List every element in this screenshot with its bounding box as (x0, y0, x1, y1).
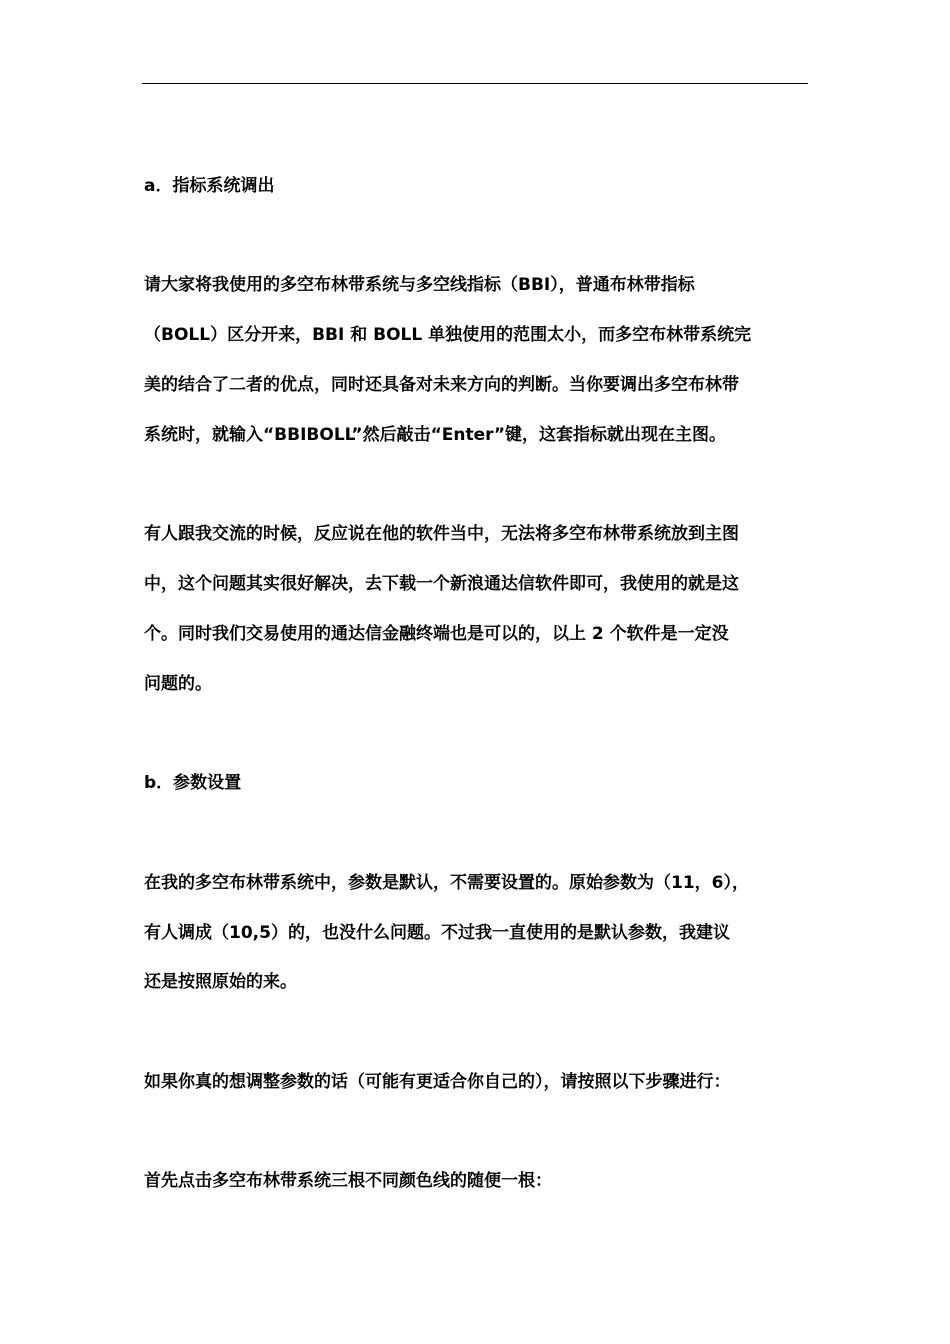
section-a-para1-line1: 请大家将我使用的多空布林带系统与多空线指标（BBI），普通布林带指标 (144, 275, 695, 295)
section-b-para3-line1: 首先点击多空布林带系统三根不同颜色线的随便一根： (144, 1171, 552, 1191)
header-rule (142, 83, 808, 84)
section-b-para2-line1: 如果你真的想调整参数的话（可能有更适合你自己的），请按照以下步骤进行： (144, 1072, 731, 1092)
section-b-heading: b．参数设置 (144, 773, 242, 793)
section-a-para2-line3: 个。同时我们交易使用的通达信金融终端也是可以的，以上 2 个软件是一定没 (144, 624, 729, 644)
section-b-para1-line3: 还是按照原始的来。 (144, 972, 297, 992)
section-a-heading: a．指标系统调出 (144, 176, 275, 196)
section-a-para1-line2: （BOLL）区分开来，BBI 和 BOLL 单独使用的范围太小，而多空布林带系统完 (144, 325, 752, 345)
section-b-para1-line2: 有人调成（10,5）的，也没什么问题。不过我一直使用的是默认参数，我建议 (144, 923, 730, 943)
section-a-para1-line4: 系统时，就输入“BBIBOLL”然后敲击“Enter”键，这套指标就出现在主图。 (144, 425, 726, 445)
section-b-para1-line1: 在我的多空布林带系统中，参数是默认，不需要设置的。原始参数为（11，6）， (144, 873, 749, 893)
section-a-para2-line1: 有人跟我交流的时候，反应说在他的软件当中，无法将多空布林带系统放到主图 (144, 524, 739, 544)
section-a-para1-line3: 美的结合了二者的优点，同时还具备对未来方向的判断。当你要调出多空布林带 (144, 375, 739, 395)
section-a-para2-line2: 中，这个问题其实很好解决，去下载一个新浪通达信软件即可，我使用的就是这 (144, 574, 739, 594)
section-a-para2-line4: 问题的。 (144, 674, 212, 694)
